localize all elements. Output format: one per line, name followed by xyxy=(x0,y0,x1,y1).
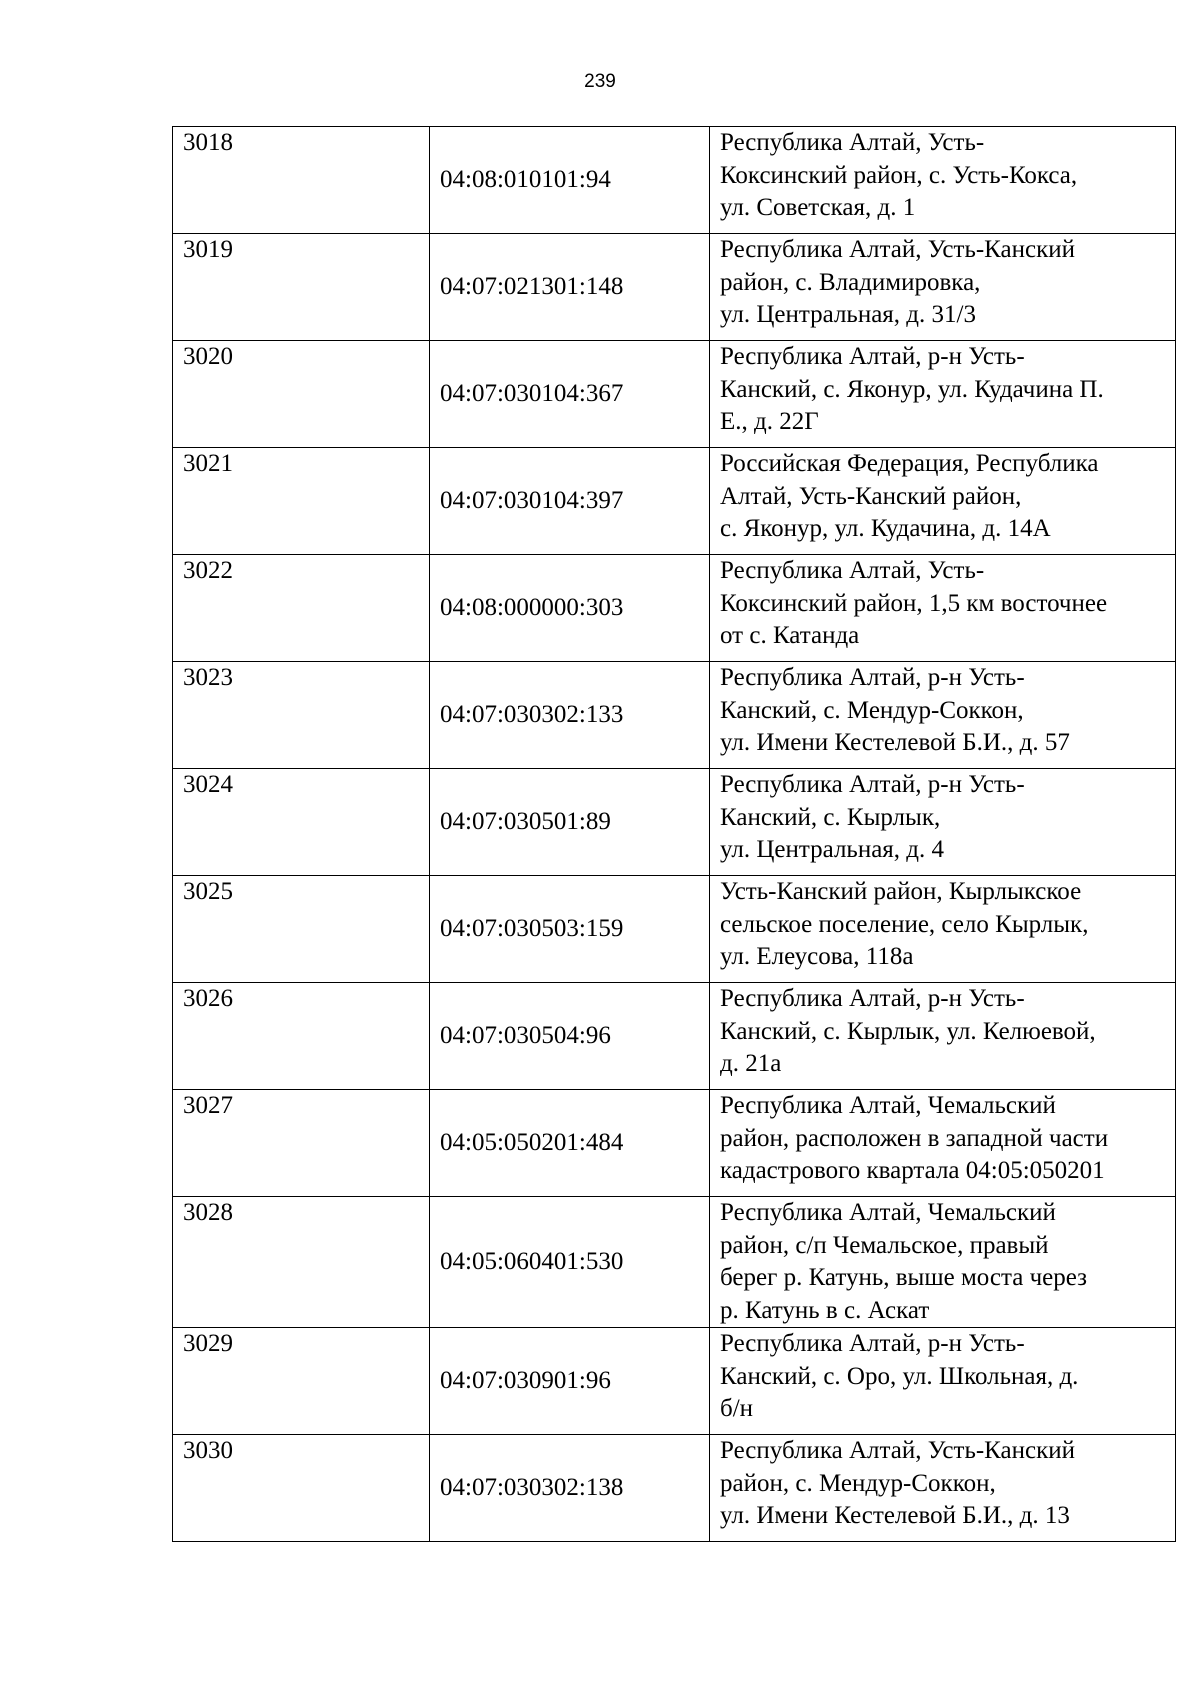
cadastral-number-cell: 04:05:060401:530 xyxy=(430,1197,710,1328)
address-cell xyxy=(710,127,1176,234)
address-line: Е., д. 22Г xyxy=(720,408,819,435)
table-row xyxy=(173,662,1176,769)
table-row xyxy=(173,1328,1176,1435)
address-cell xyxy=(710,769,1176,876)
row-number-cell: 3020 xyxy=(173,341,430,448)
table-row xyxy=(173,876,1176,983)
address-line: Канский, с. Яконур, ул. Кудачина П. xyxy=(720,375,1104,403)
registry-table-body xyxy=(173,127,1176,1542)
address-line: р. Катунь в с. Аскат xyxy=(720,1296,930,1324)
table-row xyxy=(173,127,1176,234)
address-line: ул. Центральная, д. 4 xyxy=(720,836,945,863)
address-line: Российская Федерация, Республика xyxy=(720,450,1099,477)
address-line: Республика Алтай, р-н Усть- xyxy=(720,985,1025,1012)
address-line: Алтай, Усть-Канский район, xyxy=(720,482,1022,510)
address-line: Канский, с. Кырлык, ул. Келюевой, xyxy=(720,1017,1096,1045)
table-row xyxy=(173,1090,1176,1197)
address-line: Республика Алтай, р-н Усть- xyxy=(720,771,1025,798)
address-cell xyxy=(710,1435,1176,1542)
address-cell xyxy=(710,662,1176,769)
cadastral-number-cell: 04:07:030503:159 xyxy=(430,876,710,983)
address-line: от с. Катанда xyxy=(720,622,860,649)
cadastral-number-cell: 04:07:030302:138 xyxy=(430,1435,710,1542)
address-line: Канский, с. Кырлык, xyxy=(720,803,941,831)
table-row xyxy=(173,448,1176,555)
row-number-cell: 3030 xyxy=(173,1435,430,1542)
cadastral-number-cell: 04:07:030504:96 xyxy=(430,983,710,1090)
address-cell xyxy=(710,983,1176,1090)
address-line: ул. Советская, д. 1 xyxy=(720,194,916,221)
cadastral-number-cell: 04:07:030104:397 xyxy=(430,448,710,555)
address-line: Республика Алтай, Усть- xyxy=(720,129,985,156)
table-row xyxy=(173,234,1176,341)
cadastral-number-cell: 04:07:021301:148 xyxy=(430,234,710,341)
address-line: Республика Алтай, р-н Усть- xyxy=(720,664,1025,691)
page-number: 239 xyxy=(584,71,616,92)
row-number-cell: 3028 xyxy=(173,1197,430,1328)
property-registry-table xyxy=(172,126,1176,1542)
address-line: Республика Алтай, р-н Усть- xyxy=(720,343,1025,370)
cadastral-number-cell: 04:07:030302:133 xyxy=(430,662,710,769)
row-number-cell: 3029 xyxy=(173,1328,430,1435)
address-line: с. Яконур, ул. Кудачина, д. 14А xyxy=(720,515,1051,542)
address-line: Усть-Канский район, Кырлыкское xyxy=(720,878,1082,905)
row-number-cell: 3024 xyxy=(173,769,430,876)
row-number-cell: 3018 xyxy=(173,127,430,234)
row-number-cell: 3027 xyxy=(173,1090,430,1197)
address-cell xyxy=(710,1328,1176,1435)
address-line: Республика Алтай, Усть-Канский xyxy=(720,1437,1076,1464)
address-cell xyxy=(710,448,1176,555)
address-cell xyxy=(710,1197,1176,1328)
address-line: Республика Алтай, Усть- xyxy=(720,557,985,584)
address-line: район, с. Владимировка, xyxy=(720,268,981,296)
table-row xyxy=(173,1197,1176,1328)
row-number-cell: 3023 xyxy=(173,662,430,769)
row-number-cell: 3025 xyxy=(173,876,430,983)
cadastral-number-cell: 04:08:000000:303 xyxy=(430,555,710,662)
address-line: Канский, с. Оро, ул. Школьная, д. xyxy=(720,1362,1079,1390)
table-row xyxy=(173,769,1176,876)
row-number-cell: 3026 xyxy=(173,983,430,1090)
table-row xyxy=(173,341,1176,448)
address-line: берег р. Катунь, выше моста через xyxy=(720,1264,1088,1291)
address-line: Республика Алтай, Усть-Канский xyxy=(720,236,1076,263)
cadastral-number-cell: 04:08:010101:94 xyxy=(430,127,710,234)
address-line: ул. Имени Кестелевой Б.И., д. 13 xyxy=(720,1502,1070,1529)
address-cell xyxy=(710,555,1176,662)
address-cell xyxy=(710,234,1176,341)
address-line: ул. Имени Кестелевой Б.И., д. 57 xyxy=(720,729,1070,756)
address-line: кадастрового квартала 04:05:050201 xyxy=(720,1157,1105,1184)
address-line: Республика Алтай, Чемальский xyxy=(720,1199,1056,1226)
address-line: ул. Центральная, д. 31/3 xyxy=(720,301,976,328)
address-line: д. 21а xyxy=(720,1050,782,1077)
address-cell xyxy=(710,341,1176,448)
table-row xyxy=(173,1435,1176,1542)
table-row xyxy=(173,555,1176,662)
address-line: район, с. Мендур-Соккон, xyxy=(720,1469,996,1497)
row-number-cell: 3019 xyxy=(173,234,430,341)
address-line: Канский, с. Мендур-Соккон, xyxy=(720,696,1024,724)
address-line: ул. Елеусова, 118а xyxy=(720,943,914,970)
row-number-cell: 3022 xyxy=(173,555,430,662)
address-line: район, расположен в западной части xyxy=(720,1124,1109,1152)
address-line: район, с/п Чемальское, правый xyxy=(720,1231,1049,1259)
address-line: б/н xyxy=(720,1395,754,1422)
cadastral-number-cell: 04:07:030901:96 xyxy=(430,1328,710,1435)
address-line: Коксинский район, 1,5 км восточнее xyxy=(720,589,1108,617)
cadastral-number-cell: 04:07:030501:89 xyxy=(430,769,710,876)
address-line: сельское поселение, село Кырлык, xyxy=(720,910,1089,938)
address-line: Республика Алтай, р-н Усть- xyxy=(720,1330,1025,1357)
row-number-cell: 3021 xyxy=(173,448,430,555)
cadastral-number-cell: 04:05:050201:484 xyxy=(430,1090,710,1197)
address-cell xyxy=(710,1090,1176,1197)
address-cell xyxy=(710,876,1176,983)
address-line: Коксинский район, с. Усть-Кокса, xyxy=(720,161,1078,189)
address-line: Республика Алтай, Чемальский xyxy=(720,1092,1056,1119)
cadastral-number-cell: 04:07:030104:367 xyxy=(430,341,710,448)
table-row xyxy=(173,983,1176,1090)
